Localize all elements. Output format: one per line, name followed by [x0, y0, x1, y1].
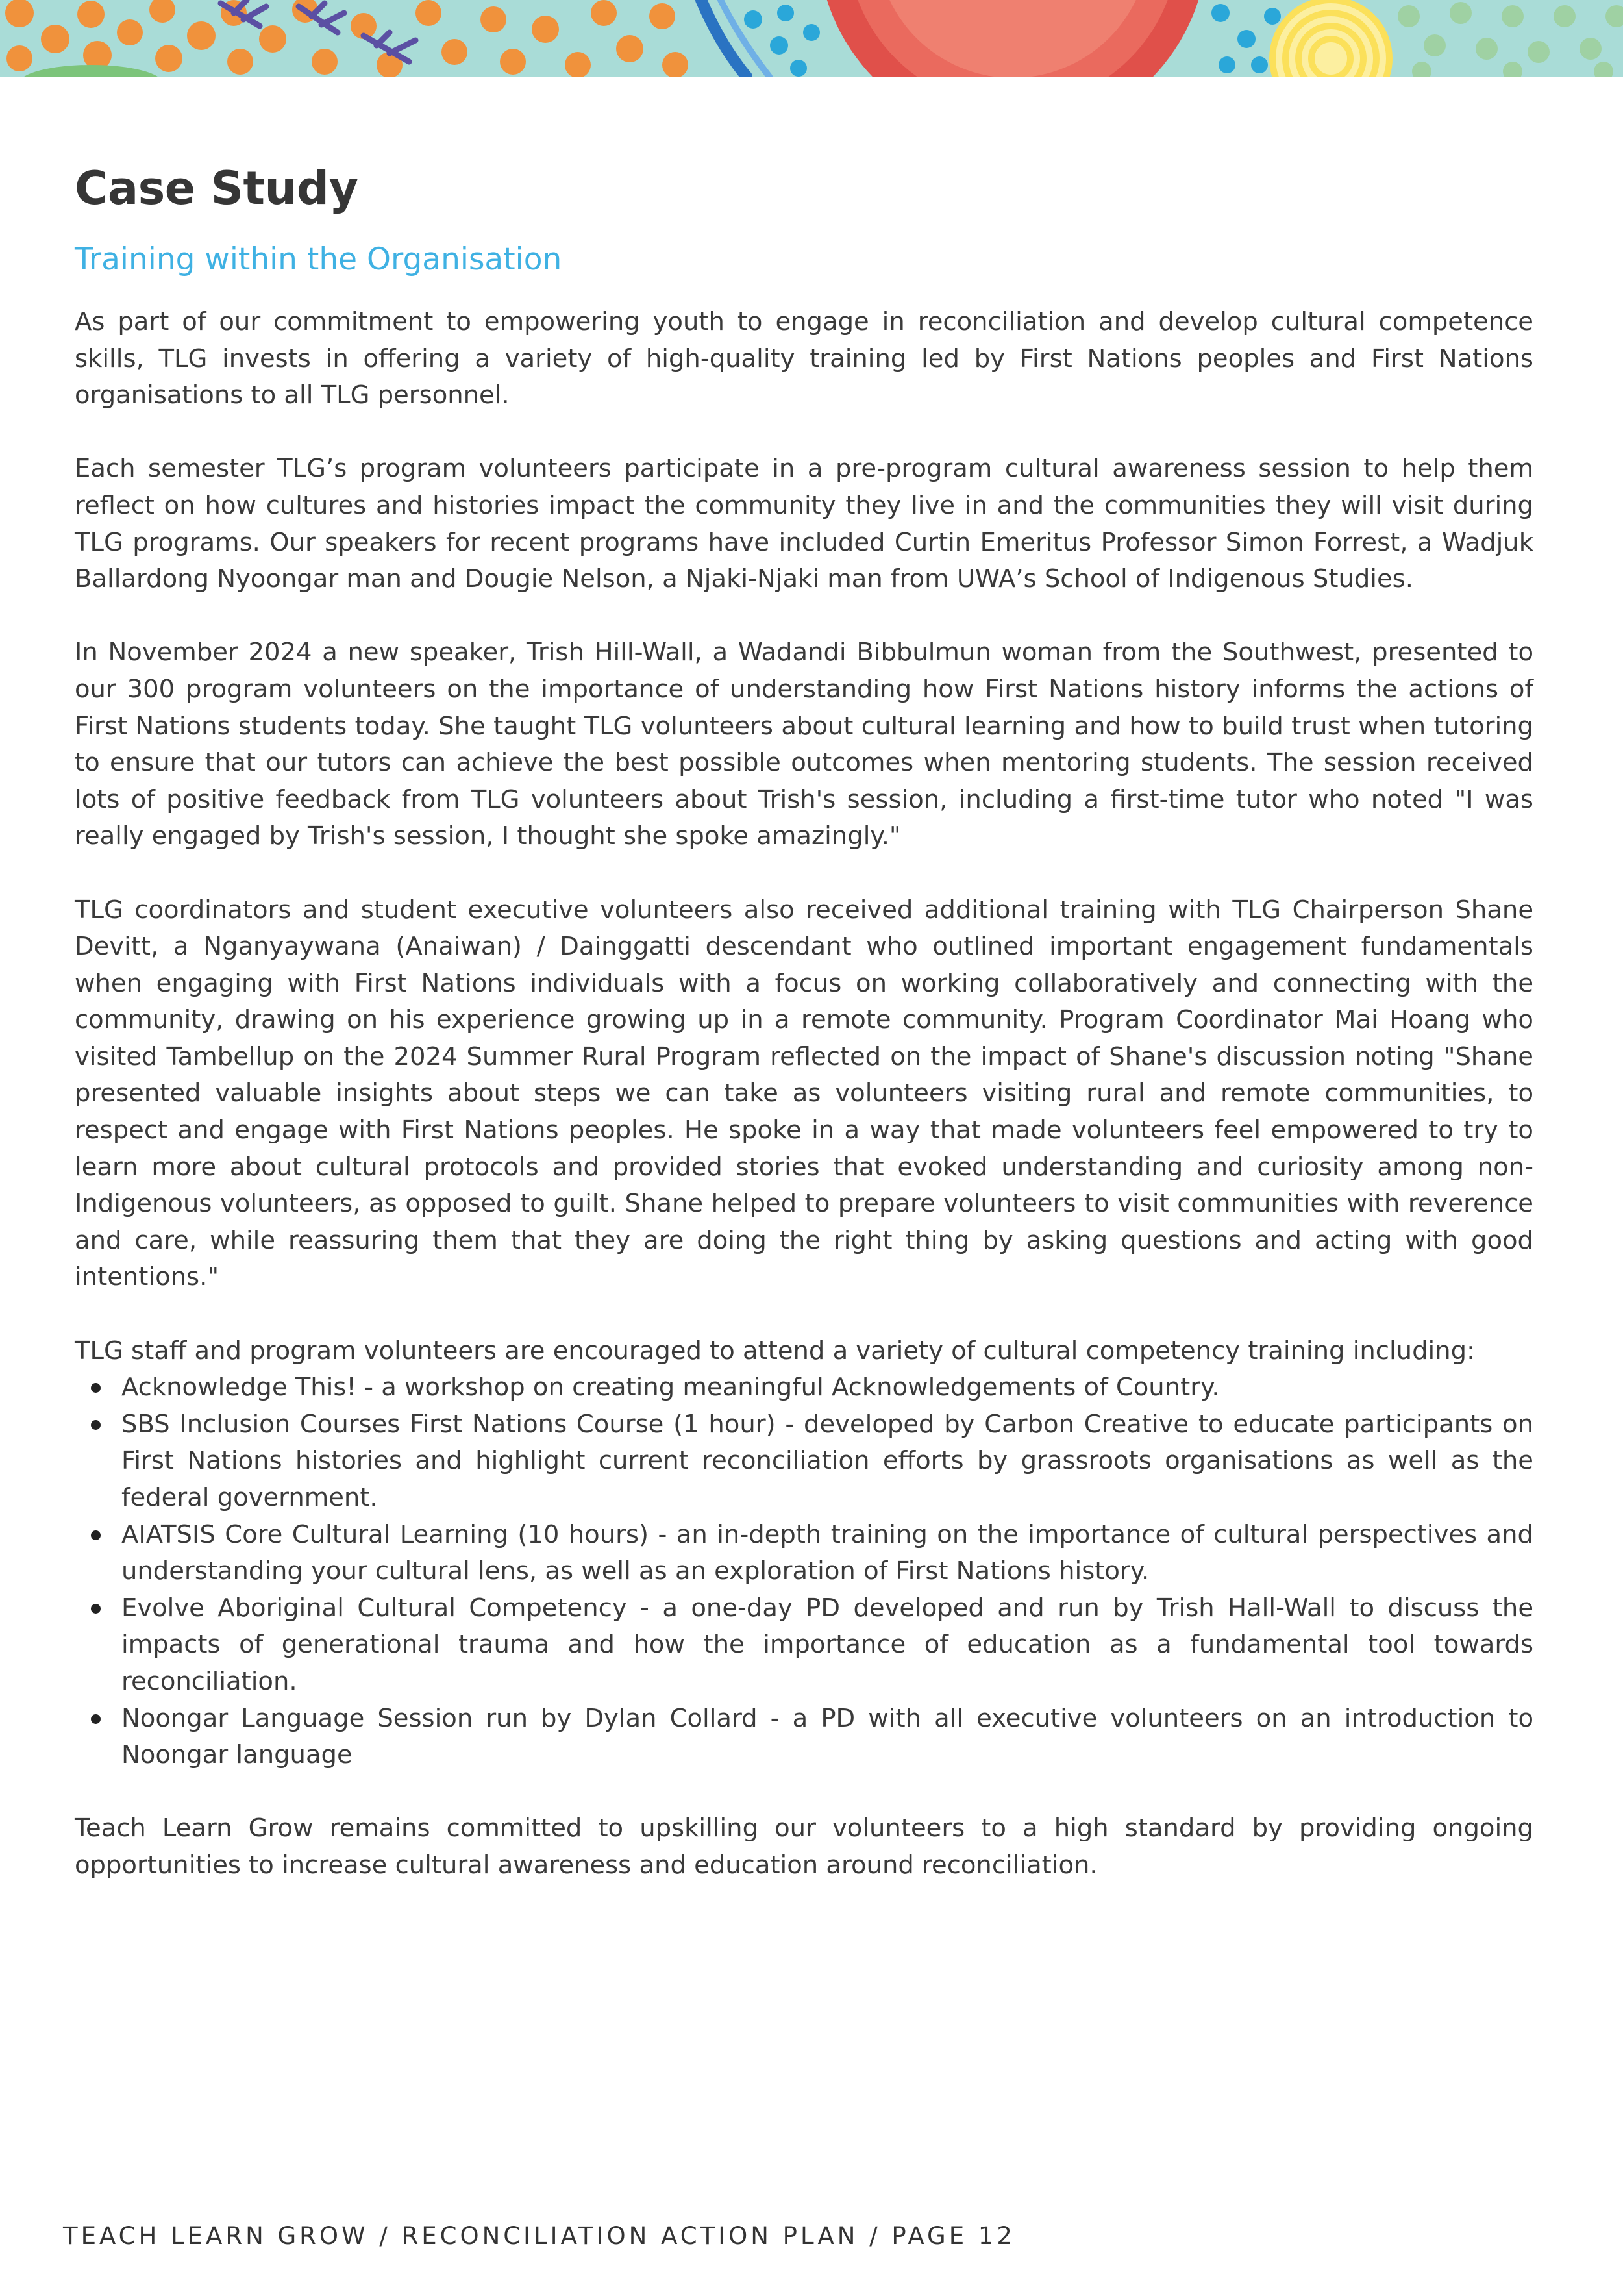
paragraph-new-speaker: In November 2024 a new speaker, Trish Hill-Wall, a Wadandi Bibbulmun woman from the Southwest, presented to our 300 program volunteers on the importance of understanding how First Nations history informs the actions of First Nations students today. She taught TLG volunteers about cultural learning and how to build trust when tutoring to ensure that our tutors can achieve the best possible outcomes when mentoring students. The session received lots of positive feedback from TLG volunteers about Trish's session, including a first-time tutor who noted "I was really engaged by Trish's session, I thought she spoke amazingly." — [75, 638, 1533, 851]
list-item: Evolve Aboriginal Cultural Competency - a one-day PD developed and run by Trish Hall-Wall to discuss the impacts of generational trauma and how the importance of education as a fundamental tool towards reconciliation. — [121, 1590, 1533, 1701]
paragraph-closing: Teach Learn Grow remains committed to upskilling our volunteers to a high standard by providing ongoing opportunities to increase cultural awareness and education around reconciliation. — [75, 1814, 1533, 1880]
page-title: Case Study — [75, 162, 358, 215]
aboriginal-art-pattern — [0, 0, 1623, 77]
paragraph-coordinator-training: TLG coordinators and student executive volunteers also received additional training with TLG Chairperson Shane Devitt, a Nganyaywana (Anaiwan) / Dainggatti descendant who outlined important engagement fundamentals when engaging with First Nations individuals with a focus on working collaboratively and connecting with the community, drawing on his experience growing up in a remote community. Program Coordinator Mai Hoang who visited Tambellup on the 2024 Summer Rural Program reflected on the impact of Shane's discussion noting "Shane presented valuable insights about steps we can take as volunteers visiting rural and remote communities, to respect and engage with First Nations peoples. He spoke in a way that made volunteers feel empowered to try to learn more about cultural protocols and provided stories that evoked understanding and curiosity among non-Indigenous volunteers, as opposed to guilt. Shane helped to prepare volunteers to visit communities with reverence and care, while reassuring them that they are doing the right thing by asking questions and acting with good intentions." — [75, 895, 1533, 1292]
list-item: AIATSIS Core Cultural Learning (10 hours) - an in-depth training on the importance of cultural perspectives and understanding your cultural lens, as well as an exploration of First Nations history. — [121, 1517, 1533, 1590]
red-circle — [818, 0, 1208, 77]
list-intro: TLG staff and program volunteers are encouraged to attend a variety of cultural competency training including: — [75, 1336, 1476, 1366]
training-list-section — [75, 1333, 1533, 1774]
list-item: Acknowledge This! - a workshop on creating meaningful Acknowledgements of Country. — [121, 1369, 1533, 1406]
list-item: SBS Inclusion Courses First Nations Course (1 hour) - developed by Carbon Creative to educate participants on First Nations histories and highlight current reconciliation efforts by grassroots organisations as well as the federal government. — [121, 1406, 1533, 1517]
training-list — [75, 1369, 1533, 1774]
list-item: Noongar Language Session run by Dylan Collard - a PD with all executive volunteers on an introduction to Noongar language — [121, 1701, 1533, 1774]
decorative-banner — [0, 0, 1623, 77]
paragraph-pre-program-session: Each semester TLG’s program volunteers participate in a pre-program cultural awareness session to help them reflect on how cultures and histories impact the community they live in and the communities they will visit during TLG programs. Our speakers for recent programs have included Curtin Emeritus Professor Simon Forrest, a Wadjuk Ballardong Nyoongar man and Dougie Nelson, a Njaki-Njaki man from UWA’s School of Indigenous Studies. — [75, 454, 1533, 594]
page-footer: TEACH LEARN GROW / RECONCILIATION ACTION PLAN / PAGE 12 — [63, 2222, 1015, 2250]
paragraph-intro: As part of our commitment to empowering youth to engage in reconciliation and develop cultural competence skills, TLG invests in offering a variety of high-quality training led by First Nations peoples and First Nations organisations to all TLG personnel. — [75, 307, 1533, 410]
page-content — [75, 156, 1533, 1884]
section-subtitle: Training within the Organisation — [75, 242, 562, 277]
